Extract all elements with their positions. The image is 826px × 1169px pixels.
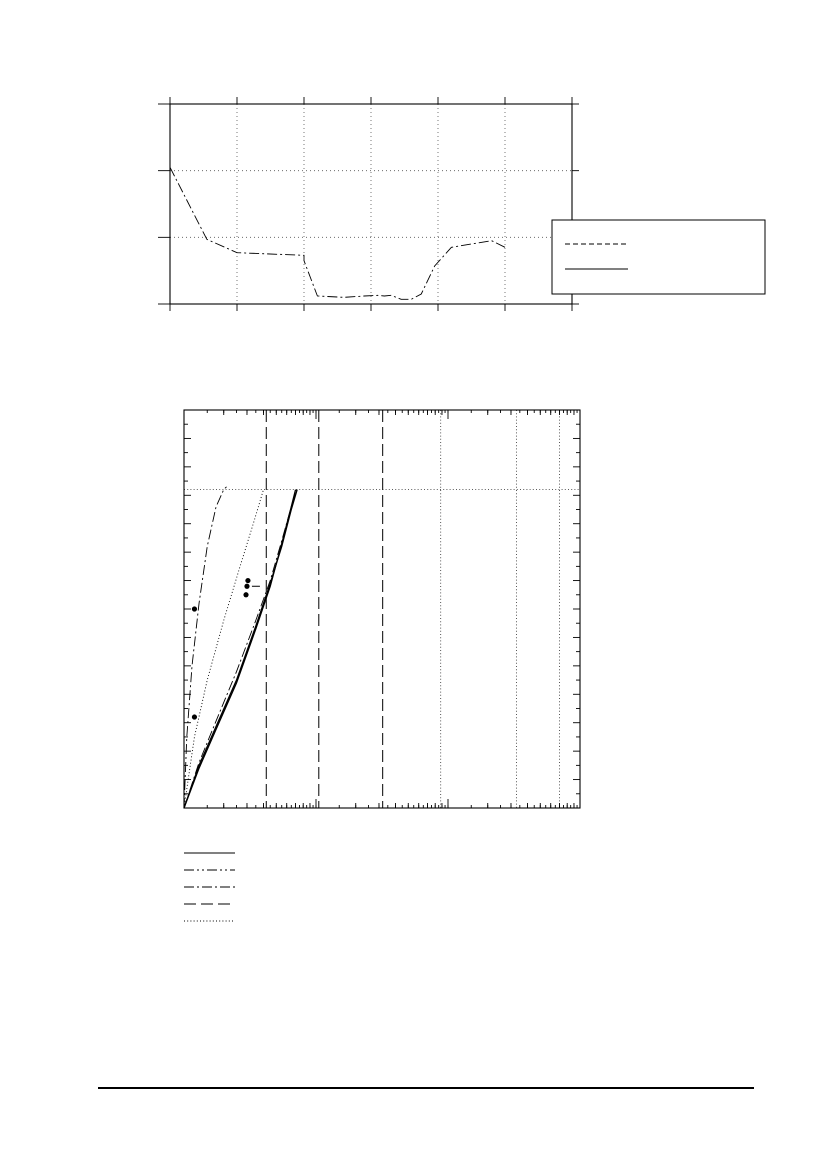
legend-box [552, 220, 765, 294]
data-point [192, 714, 197, 719]
top-line-chart [158, 97, 579, 311]
bottom-log-chart [184, 410, 580, 808]
series-line [170, 167, 505, 299]
bottom-chart-legend [184, 853, 235, 921]
series-curve-dash-dot [184, 487, 227, 808]
data-point [245, 578, 250, 583]
top-chart-legend [552, 220, 765, 294]
footer-rule [98, 1087, 754, 1089]
series-curve-solid [184, 490, 297, 808]
data-point [192, 606, 197, 611]
data-point [244, 584, 249, 589]
plot-frame [184, 410, 580, 808]
data-point [243, 592, 248, 597]
series-curve-dotted [184, 490, 263, 808]
